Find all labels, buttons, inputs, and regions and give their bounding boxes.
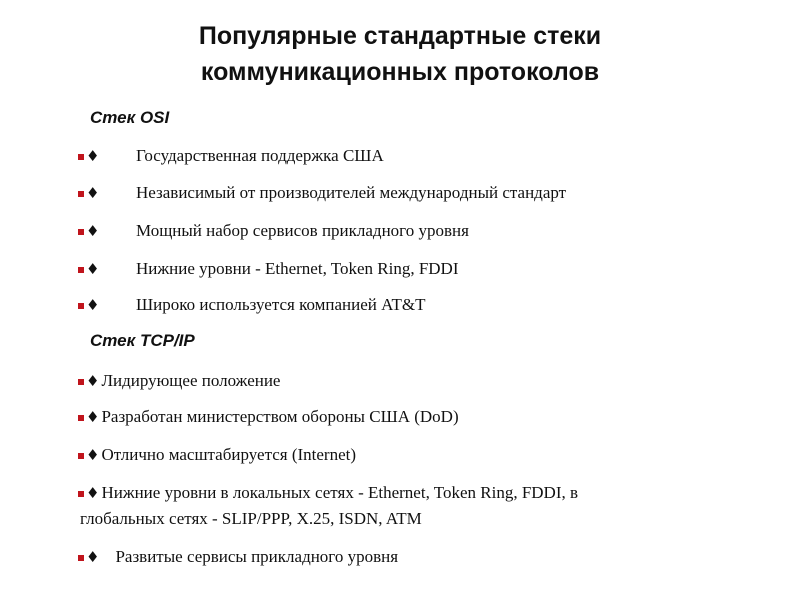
- list-item: [78, 219, 758, 243]
- list-item-text: Отлично масштабируется (Internet): [101, 445, 356, 464]
- diamond-bullet-icon: ♦: [86, 446, 100, 464]
- list-item-text: Независимый от производителей международный стандарт: [136, 183, 567, 202]
- slide-title-line1: Популярные стандартные стеки: [198, 22, 602, 50]
- list-item: [78, 257, 758, 281]
- list-item-text: Разработан министерством обороны США (DoD): [101, 407, 459, 426]
- list-item: [78, 144, 758, 168]
- list-item: [78, 181, 758, 205]
- list-item-text: Широко используется компанией AT&T: [136, 295, 426, 314]
- diamond-bullet-icon: ♦: [86, 484, 100, 502]
- diamond-bullet-icon: ♦: [86, 222, 100, 240]
- list-item: [78, 545, 758, 569]
- bullet-square-icon: [78, 491, 84, 497]
- slide-title-line2: коммуникационных протоколов: [200, 58, 600, 86]
- diamond-bullet-icon: ♦: [86, 372, 100, 390]
- diamond-bullet-icon: ♦: [86, 260, 100, 278]
- diamond-bullet-icon: ♦: [86, 147, 100, 165]
- diamond-bullet-icon: ♦: [86, 296, 100, 314]
- list-item-text: Государственная поддержка США: [136, 146, 384, 165]
- list-item: [78, 369, 758, 393]
- osi-heading: Стек OSI: [90, 108, 170, 127]
- bullet-square-icon: [78, 154, 84, 160]
- bullet-square-icon: [78, 453, 84, 459]
- list-item-text: Мощный набор сервисов прикладного уровня: [136, 221, 469, 240]
- list-item: [78, 293, 758, 317]
- bullet-square-icon: [78, 267, 84, 273]
- bullet-square-icon: [78, 191, 84, 197]
- list-item: [78, 405, 758, 429]
- diamond-bullet-icon: ♦: [86, 548, 100, 566]
- bullet-square-icon: [78, 415, 84, 421]
- list-item-text: Лидирующее положение: [101, 371, 281, 390]
- list-item-text: глобальных сетях - SLIP/PPP, X.25, ISDN, ATM: [80, 509, 422, 528]
- list-item: [78, 443, 758, 467]
- list-item-text: Нижние уровни - Ethernet, Token Ring, FDDI: [136, 259, 459, 278]
- diamond-bullet-icon: ♦: [86, 408, 100, 426]
- bullet-square-icon: [78, 555, 84, 561]
- list-item: [78, 481, 758, 505]
- bullet-square-icon: [78, 303, 84, 309]
- list-item-text: Нижние уровни в локальных сетях - Ethernet, Token Ring, FDDI, в: [101, 483, 579, 502]
- list-item-text: Развитые сервисы прикладного уровня: [115, 547, 399, 566]
- list-item-continuation: [78, 507, 758, 531]
- diamond-bullet-icon: ♦: [86, 184, 100, 202]
- bullet-square-icon: [78, 229, 84, 235]
- tcpip-heading: Стек TCP/IP: [90, 331, 195, 350]
- bullet-square-icon: [78, 379, 84, 385]
- slide-title: [0, 18, 800, 90]
